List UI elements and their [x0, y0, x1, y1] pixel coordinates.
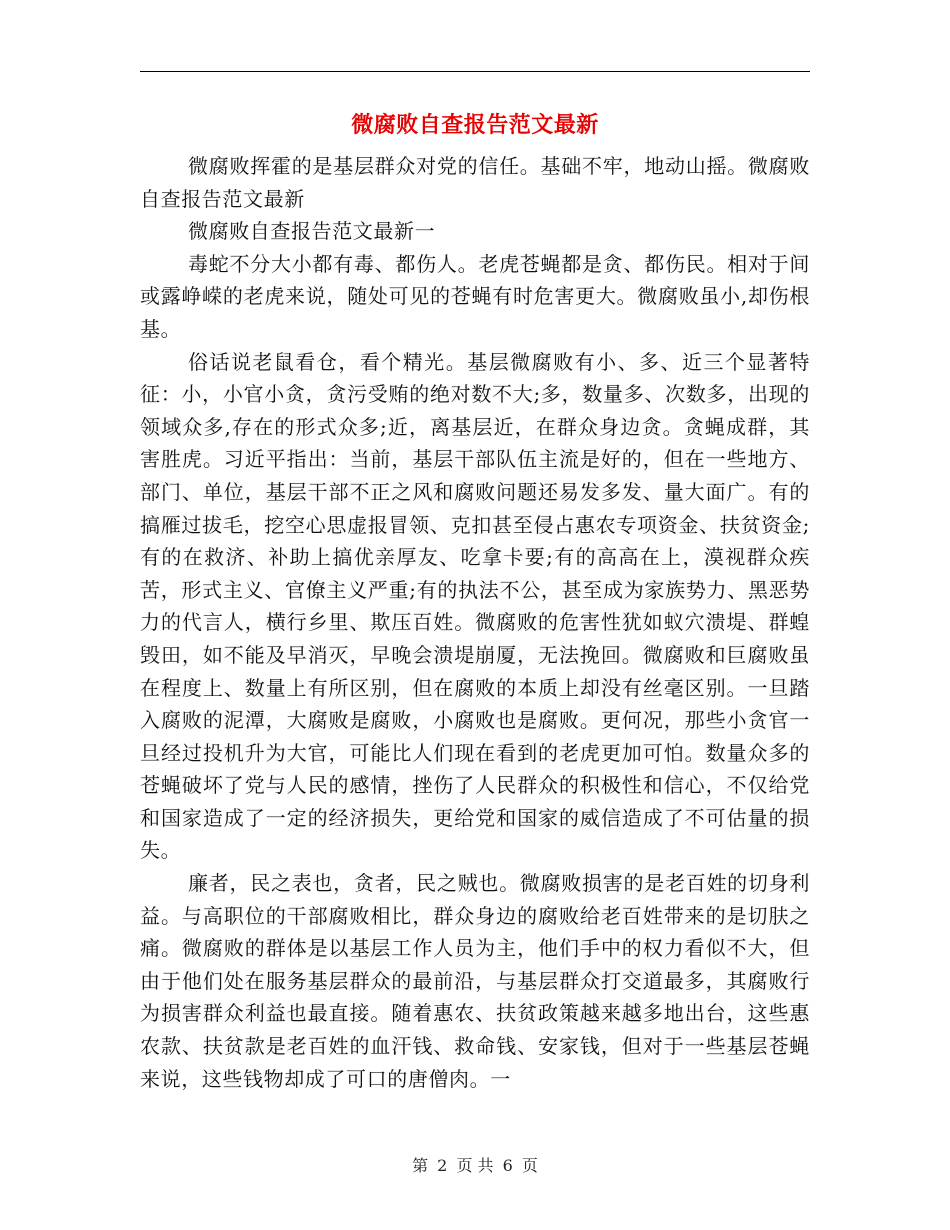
body-paragraph-intro: 微腐败挥霍的是基层群众对党的信任。基础不牢，地动山摇。微腐败自查报告范文最新: [140, 154, 810, 211]
section-heading: 微腐败自查报告范文最新一: [188, 219, 436, 244]
footer-total-pages: 6: [502, 1156, 513, 1175]
footer-suffix: 页: [521, 1156, 538, 1175]
body-paragraph-snake: 毒蛇不分大小都有毒、都伤人。老虎苍蝇都是贪、都伤民。相对于间或露峥嵘的老虎来说，随处可见的苍蝇有时危害更大。微腐败虽小,却伤根基。: [140, 251, 810, 341]
document-title: 微腐败自查报告范文最新: [351, 113, 599, 138]
page-footer: [0, 1155, 950, 1177]
document-body: [140, 150, 810, 1095]
footer-current-page: 2: [437, 1156, 448, 1175]
header-rule: [140, 71, 810, 72]
footer-middle: 页 共: [456, 1156, 494, 1175]
footer-prefix: 第: [412, 1156, 429, 1175]
body-paragraph-integrity: 廉者，民之表也，贪者，民之贼也。微腐败损害的是老百姓的切身利益。与高职位的干部腐败相比，群众身边的腐败给老百姓带来的是切肤之痛。微腐败的群体是以基层工作人员为主，他们手中的权力看似不大，但由于他们处在服务基层群众的最前沿，与基层群众打交道最多，其腐败行为损害群众利益也最直接。随着惠农、扶贫政策越来越多地出台，这些惠农款、扶贫款是老百姓的血汗钱、救命钱、安家钱，但对于一些基层苍蝇来说，这些钱物却成了可口的唐僧肉。一: [140, 871, 810, 1091]
body-paragraph-proverb: 俗话说老鼠看仓，看个精光。基层微腐败有小、多、近三个显著特征：小，小官小贪，贪污受贿的绝对数不大;多，数量多、次数多，出现的领域众多,存在的形式众多;近，离基层近，在群众身边贪。贪蝇成群，其害胜虎。习近平指出：当前，基层干部队伍主流是好的，但在一些地方、部门、单位，基层干部不正之风和腐败问题还易发多发、量大面广。有的搞雁过拔毛，挖空心思虚报冒领、克扣甚至侵占惠农专项资金、扶贫资金;有的在救济、补助上搞优亲厚友、吃拿卡要;有的高高在上，漠视群众疾苦，形式主义、官僚主义严重;有的执法不公，甚至成为家族势力、黑恶势力的代言人，横行乡里、欺压百姓。微腐败的危害性犹如蚁穴溃堤、群蝗毁田，如不能及早消灭，早晚会溃堤崩厦，无法挽回。微腐败和巨腐败虽在程度上、数量上有所区别，但在腐败的本质上却没有丝毫区别。一旦踏入腐败的泥潭，大腐败是腐败，小腐败也是腐败。更何况，那些小贪官一旦经过投机升为大官，可能比人们现在看到的老虎更加可怕。数量众多的苍蝇破坏了党与人民的感情，挫伤了人民群众的积极性和信心，不仅给党和国家造成了一定的经济损失，更给党和国家的威信造成了不可估量的损失。: [140, 349, 810, 863]
